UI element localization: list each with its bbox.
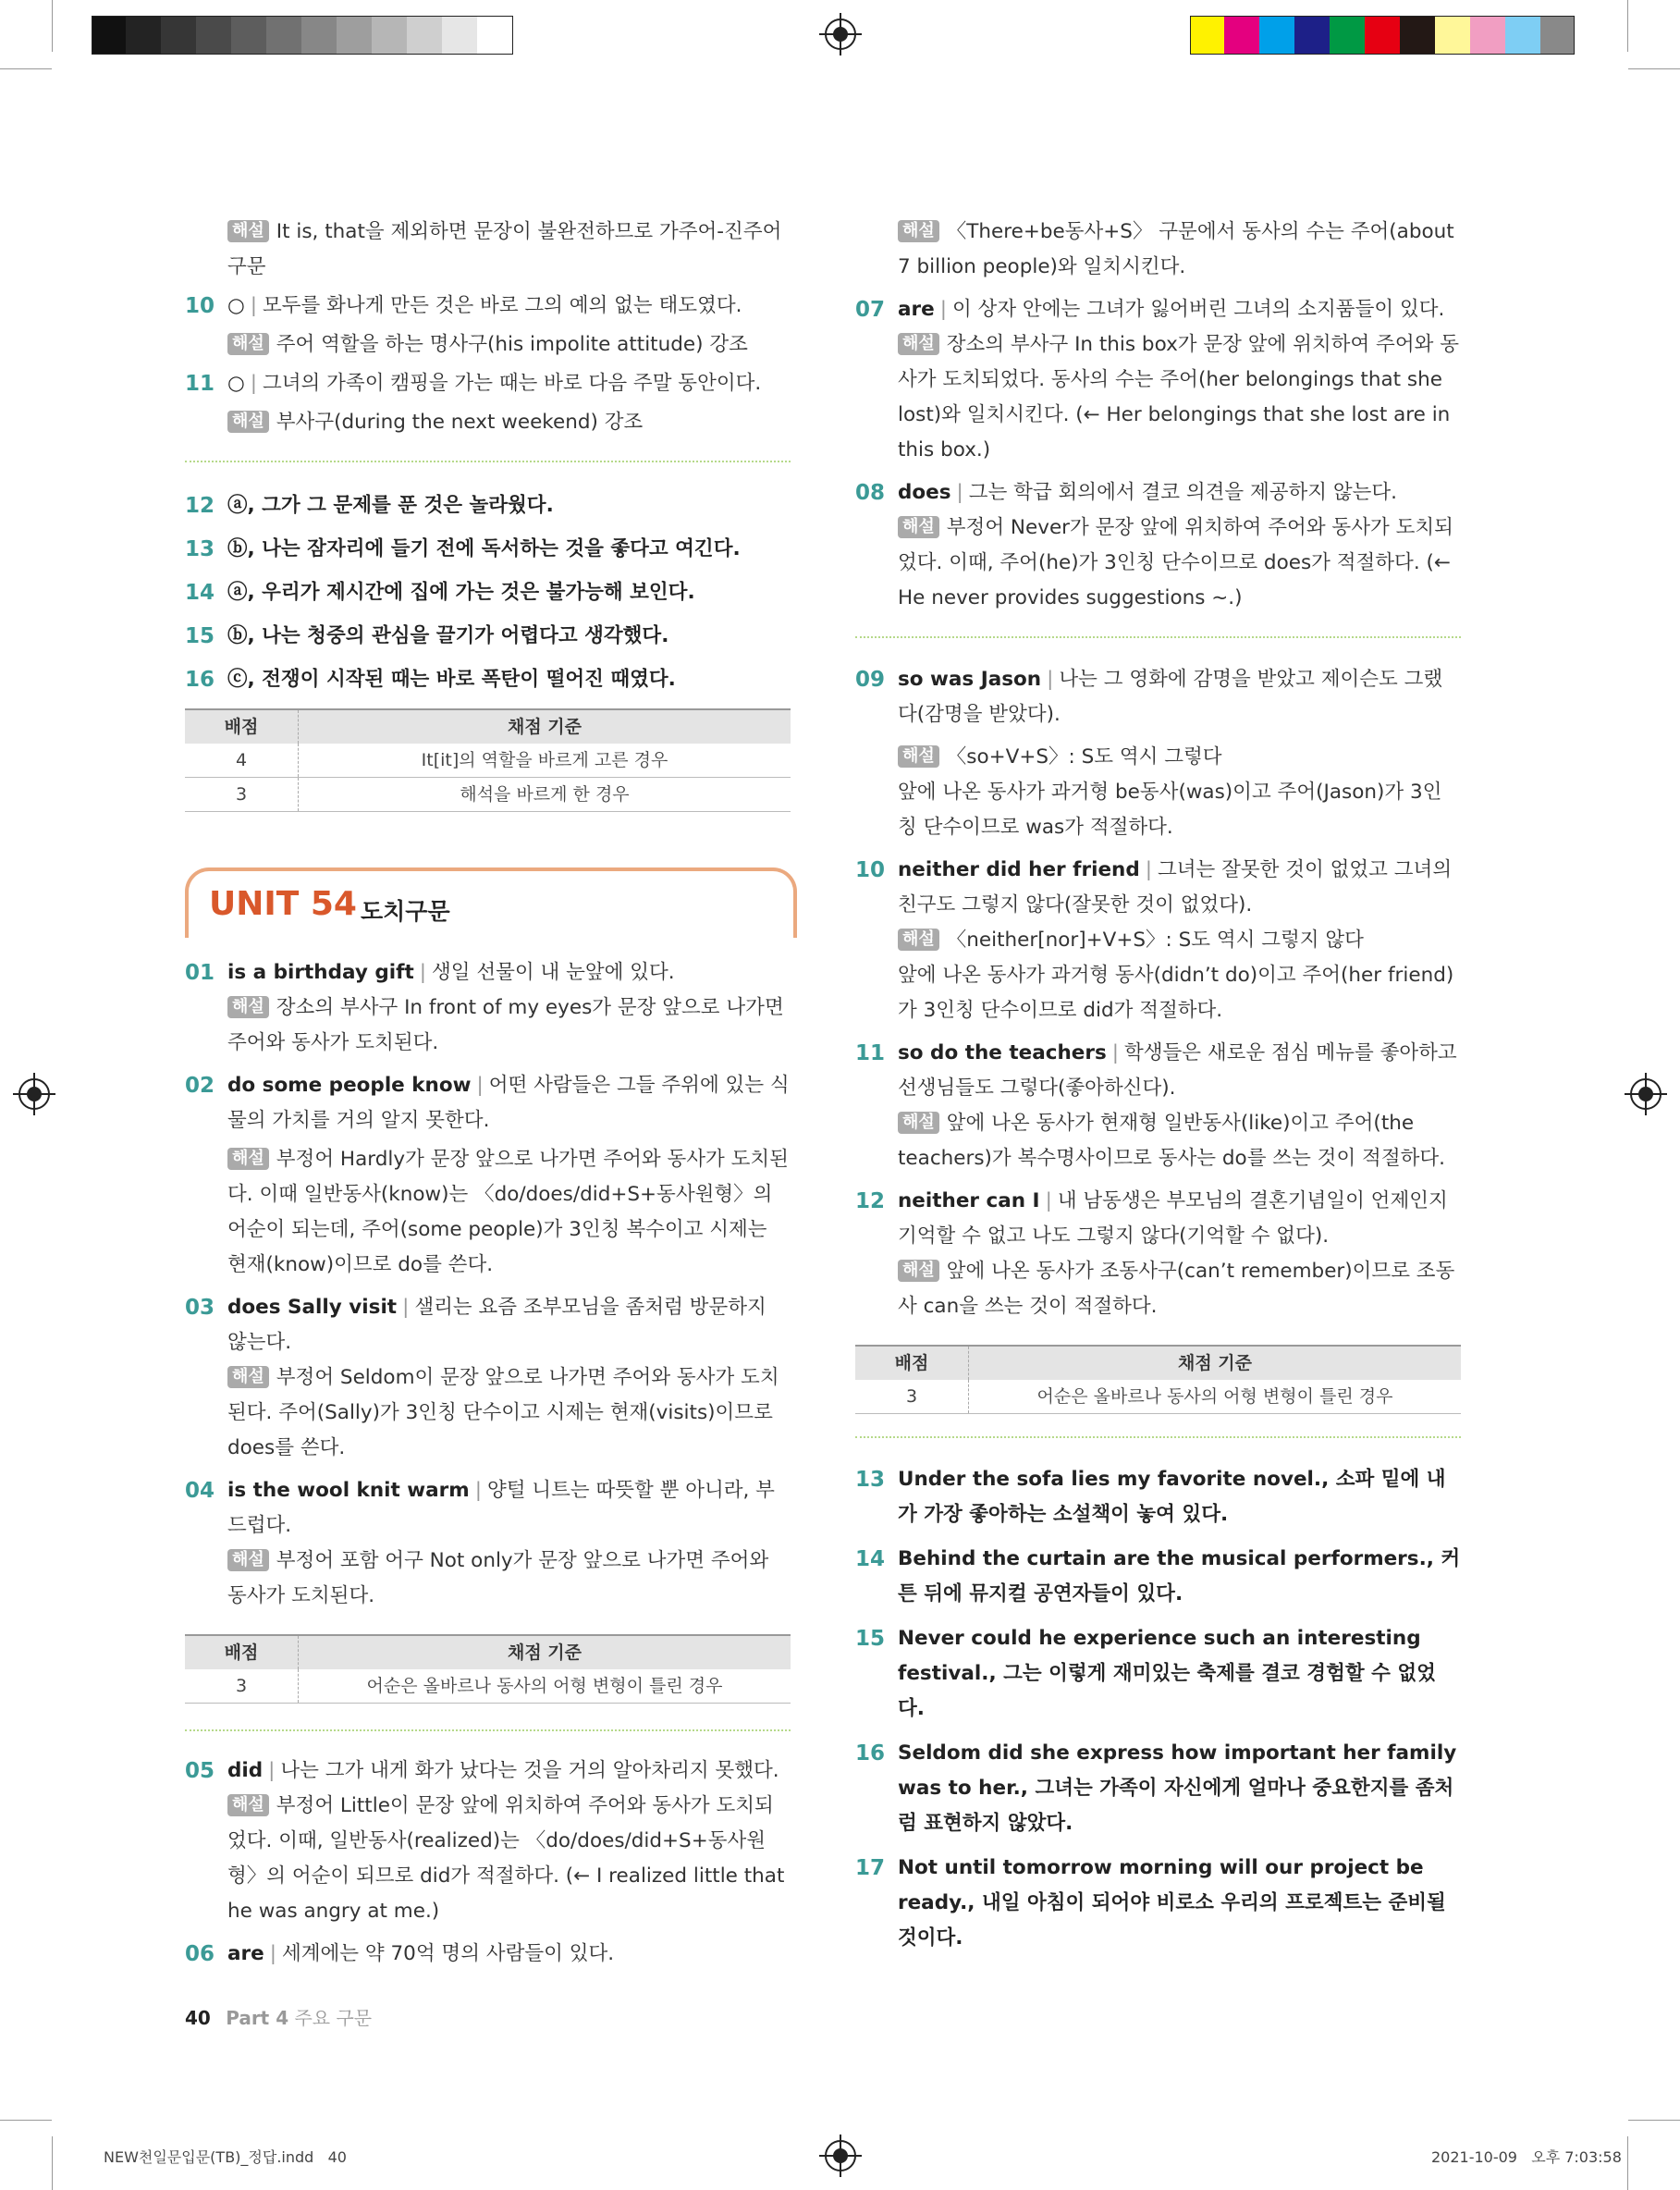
answer-item [185,619,791,654]
crop-mark [0,68,52,69]
translation: 양털 니트는 따뜻할 뿐 아니라, 부드럽다. [227,1479,775,1537]
explanation [855,1106,1461,1176]
item-number: 16 [185,668,215,692]
answer-item [185,366,791,401]
answer-item [855,475,1461,511]
separator: | [476,1074,484,1097]
table-cell: 3 [855,1380,969,1414]
separator: | [269,1942,276,1965]
explanation-text: 부정어 포함 어구 Not only가 문장 앞으로 나가면 주어와 동사가 도치된다. [227,1549,769,1607]
explanation-text: 부정어 Never가 문장 앞에 위치하여 주어와 동사가 도치되었다. 이때, 주어(he)가 3인칭 단수이므로 does가 적절하다. (← He never provides suggestions ~.) [898,516,1453,609]
explanation [855,327,1461,468]
right-column [855,215,1461,1956]
separator: | [250,294,258,317]
table-cell: It[it]의 역할을 바르게 고른 경우 [299,744,791,778]
table-header: 채점 기준 [299,709,791,744]
answer: neither can I [898,1189,1040,1212]
answer-item [855,1184,1461,1254]
answer-item [185,1753,791,1789]
answer: are [227,1942,264,1965]
answer: are [898,298,935,321]
registration-mark-bottom [825,2140,856,2172]
answer-item [185,1068,791,1138]
explanation [185,1142,791,1283]
divider [855,636,1461,638]
explanation-tag: 해설 [227,1794,269,1816]
item-number: 16 [855,1741,886,1766]
divider [185,1729,791,1731]
explanation-text: 부정어 Seldom이 문장 앞으로 나가면 주어와 동사가 도치된다. 주어(Sally)가 3인칭 단수이고 시제는 현재(visits)이므로 does를 쓴다. [227,1366,779,1459]
translation: 그는 학급 회의에서 결코 의견을 제공하지 않는다. [968,481,1398,504]
crop-mark [1628,2120,1680,2121]
item-number: 03 [185,1296,215,1320]
answer: neither did her friend [898,858,1140,881]
item-number: 15 [185,624,215,648]
answer: is a birthday gift [227,961,414,984]
answer-text: ⓑ, 나는 잠자리에 들기 전에 독서하는 것을 좋다고 여긴다. [227,537,741,560]
separator: | [1047,668,1054,691]
answer: so was Jason [898,668,1042,691]
translation: 학생들은 새로운 점심 메뉴를 좋아하고 선생님들도 그렇다(좋아하신다). [898,1041,1457,1100]
crop-mark [0,2120,52,2121]
print-date: 2021-10-09 오후 7:03:58 [1431,2148,1622,2166]
separator: | [250,372,258,395]
explanation-text: 〈so+V+S〉: S도 역시 그렇다 [946,745,1222,769]
item-number: 04 [185,1479,215,1503]
answer: ○ [227,294,245,317]
item-number: 10 [855,858,886,882]
translation: 세계에는 약 70억 명의 사람들이 있다. [281,1942,615,1965]
answer-item [855,662,1461,732]
answer: is the wool knit warm [227,1479,470,1502]
part-label: Part 4 [226,2007,289,2029]
answer: do some people know [227,1074,472,1097]
english-sentence: Never could he experience such an interesting festival., [898,1627,1421,1685]
english-sentence: Under the sofa lies my favorite novel., [898,1468,1330,1491]
explanation-tag: 해설 [227,1366,269,1388]
item-number: 07 [855,298,886,322]
answer-item [185,1473,791,1544]
answer-item [185,662,791,697]
answer: so do the teachers [898,1041,1107,1064]
table-header: 배점 [185,709,299,744]
english-sentence: Not until tomorrow morning will our project be ready., [898,1856,1424,1914]
table-cell: 해석을 바르게 한 경우 [299,778,791,812]
table-row [185,778,791,812]
explanation-tag: 해설 [898,1112,939,1134]
scoring-table [185,1634,791,1704]
explanation-text: 〈neither[nor]+V+S〉: S도 역시 그렇지 않다 [946,929,1364,952]
item-number: 10 [185,294,215,318]
explanation [185,1789,791,1929]
explanation [185,327,791,363]
bold-answers [185,488,791,697]
item-number: 11 [185,372,215,396]
explanation-tag: 해설 [898,745,939,768]
separator: | [1111,1041,1119,1064]
answer-text: ⓒ, 전쟁이 시작된 때는 바로 폭탄이 떨어진 때였다. [227,668,676,691]
table-cell: 어순은 올바르나 동사의 어형 변형이 틀린 경우 [299,1669,791,1704]
answer-item [185,1290,791,1360]
item-number: 01 [185,961,215,985]
explanation [185,1360,791,1466]
divider [185,461,791,462]
explanation-tag: 해설 [227,411,269,433]
answer-item [185,1937,791,1972]
explanation-tag: 해설 [227,333,269,355]
answer-item [855,1542,1461,1612]
left-unit-column [185,955,791,1972]
crop-mark [52,0,53,52]
answer-item [185,532,791,567]
explanation-text: 앞에 나온 동사가 조동사구(can’t remember)이므로 조동사 can을 쓰는 것이 적절하다. [898,1260,1455,1318]
explanation-text: 〈There+be동사+S〉 구문에서 동사의 수는 주어(about 7 billion people)와 일치시킨다. [898,220,1454,278]
item-number: 14 [855,1547,886,1571]
table-cell: 어순은 올바르나 동사의 어형 변형이 틀린 경우 [969,1380,1462,1414]
table-cell: 3 [185,778,299,812]
item-number: 17 [855,1856,886,1880]
answer-item [855,1851,1461,1956]
item-number: 11 [855,1041,886,1065]
explanation [185,1544,791,1614]
table-header: 배점 [855,1346,969,1380]
explanation [855,1254,1461,1324]
separator: | [956,481,963,504]
item-number: 05 [185,1759,215,1783]
explanation [185,405,791,440]
translation: 모두를 화나게 만든 것은 바로 그의 예의 없는 태도였다. [263,294,742,317]
explanation-tag: 해설 [227,996,269,1018]
crop-mark [1627,2136,1628,2190]
separator: | [1145,858,1152,881]
answer-text: ⓑ, 나는 청중의 관심을 끌기가 어렵다고 생각했다. [227,624,669,647]
answer-item [855,1621,1461,1727]
part-title: 주요 구문 [294,2007,373,2029]
left-column [185,215,791,812]
item-number: 12 [185,494,215,518]
answer-item [185,215,791,285]
translation: 내 남동생은 부모님의 결혼기념일이 언제인지 기억할 수 없고 나도 그렇지 않다(기억할 수 없다). [898,1189,1448,1248]
table-row [185,1669,791,1704]
explanation [855,740,1461,845]
answer-item [185,289,791,324]
registration-mark-left [18,1078,50,1110]
unit-title: UNIT 54 [209,885,357,923]
explanation-text: 장소의 부사구 In front of my eyes가 문장 앞으로 나가면 주어와 동사가 도치된다. [227,996,784,1054]
translation: 샐리는 요즘 조부모님을 좀처럼 방문하지 않는다. [227,1296,766,1354]
item-number: 06 [185,1942,215,1966]
separator: | [939,298,947,321]
translation: 그녀의 가족이 캠핑을 가는 때는 바로 다음 주말 동안이다. [263,372,762,395]
item-number: 14 [185,581,215,605]
item-number: 09 [855,668,886,692]
korean-sentence: 내일 아침이 되어야 비로소 우리의 프로젝트는 준비될 것이다. [898,1891,1446,1950]
explanation-text: 장소의 부사구 In this box가 문장 앞에 위치하여 주어와 동사가 도치되었다. 동사의 수는 주어(her belongings that she lost)와 일치시킨다. (← Her belongings that she lost are in this box.) [898,333,1459,461]
registration-mark-right [1630,1078,1662,1110]
translation: 나는 그 영화에 감명을 받았고 제이슨도 그랬다(감명을 받았다). [898,668,1443,726]
divider [855,1436,1461,1438]
answer-item [855,292,1461,327]
korean-sentence: 그녀는 가족이 자신에게 얼마나 중요한지를 좀처럼 표현하지 않았다. [898,1777,1454,1835]
answer: did [227,1759,264,1782]
answer-item [855,1462,1461,1532]
explanation-text: 앞에 나온 동사가 과거형 be동사(was)이고 주어(Jason)가 3인칭 단수이므로 was가 적절하다. [898,781,1442,839]
registration-mark-top [825,18,856,50]
crop-mark [52,2136,53,2190]
bold-answers [855,1462,1461,1956]
english-sentence: Behind the curtain are the musical performers., [898,1547,1434,1570]
crop-mark [1628,68,1680,69]
answer-item [855,1736,1461,1841]
crop-mark [1627,0,1628,52]
answer-item [185,955,791,990]
grayscale-bar [92,16,513,55]
item-number: 13 [185,537,215,561]
explanation [855,511,1461,616]
item-number: 02 [185,1074,215,1098]
explanation-tag: 해설 [898,929,939,951]
explanation-tag: 해설 [898,220,939,242]
page-footer [185,2003,372,2030]
explanation [855,923,1461,1028]
explanation-tag: 해설 [227,1148,269,1170]
answer-item [185,488,791,523]
explanation-text: 부사구(during the next weekend) 강조 [276,411,644,434]
table-row [855,1380,1461,1414]
unit-subtitle: 도치구문 [361,898,450,925]
translation: 나는 그가 내게 화가 났다는 것을 거의 알아차리지 못했다. [280,1759,779,1782]
explanation-tag: 해설 [227,220,269,242]
table-header: 채점 기준 [299,1635,791,1669]
separator: | [268,1759,276,1782]
answer-item [855,1036,1461,1106]
scoring-table [855,1345,1461,1414]
explanation-tag: 해설 [898,1260,939,1282]
item-number: 15 [855,1627,886,1651]
explanation-tag: 해설 [898,333,939,355]
file-info: NEW천일문입문(TB)_정답.indd 40 [104,2148,347,2166]
explanation-text: 앞에 나온 동사가 과거형 동사(didn’t do)이고 주어(her friend)가 3인칭 단수이므로 did가 적절하다. [898,964,1454,1022]
color-bar [1190,16,1575,55]
separator: | [474,1479,482,1502]
answer: does Sally visit [227,1296,398,1319]
item-number: 13 [855,1468,886,1492]
answer-item [185,575,791,610]
korean-sentence: 소파 밑에 내가 가장 좋아하는 소설책이 놓여 있다. [898,1468,1446,1526]
table-row [185,744,791,778]
korean-sentence: 커튼 뒤에 뮤지컬 공연자들이 있다. [898,1547,1461,1606]
answer: ○ [227,372,245,395]
explanation-text: 주어 역할을 하는 명사구(his impolite attitude) 강조 [276,333,748,356]
scoring-table [185,708,791,812]
explanation-text: 부정어 Little이 문장 앞에 위치하여 주어와 동사가 도치되었다. 이때, 일반동사(realized)는 〈do/does/did+S+동사원형〉의 어순이 되므로 did가 적절하다. (← I realized little that he was angry at me.) [227,1794,785,1923]
explanation-tag: 해설 [227,1549,269,1571]
item-number: 12 [855,1189,886,1213]
separator: | [1045,1189,1052,1212]
translation: 어떤 사람들은 그들 주위에 있는 식물의 가치를 거의 알지 못한다. [227,1074,790,1132]
korean-sentence: 그는 이렇게 재미있는 축제를 결코 경험할 수 없었다. [898,1662,1436,1720]
explanation-text: 앞에 나온 동사가 현재형 일반동사(like)이고 주어(the teachers)가 복수명사이므로 동사는 do를 쓰는 것이 적절하다. [898,1112,1445,1170]
explanation-tag: 해설 [898,516,939,538]
item-number: 08 [855,481,886,505]
explanation-text: 부정어 Hardly가 문장 앞으로 나가면 주어와 동사가 도치된다. 이때 일반동사(know)는 〈do/does/did+S+동사원형〉의 어순이 되는데, 주어(some people)가 3인칭 복수이고 시제는 현재(know)이므로 do를 쓴다. [227,1148,789,1276]
translation: 그녀는 잘못한 것이 없었고 그녀의 친구도 그렇지 않다(잘못한 것이 없었다). [898,858,1453,917]
separator: | [402,1296,410,1319]
english-sentence: Seldom did she express how important her family was to her., [898,1741,1457,1800]
translation: 생일 선물이 내 눈앞에 있다. [431,961,675,984]
separator: | [419,961,426,984]
page-number: 40 [185,2007,211,2029]
answer-text: ⓐ, 우리가 제시간에 집에 가는 것은 불가능해 보인다. [227,581,695,604]
table-cell: 4 [185,744,299,778]
answer-text: ⓐ, 그가 그 문제를 푼 것은 놀라웠다. [227,494,554,517]
table-header: 채점 기준 [969,1346,1462,1380]
answer: does [898,481,951,504]
table-cell: 3 [185,1669,299,1704]
answer-item [855,853,1461,923]
explanation [855,215,1461,285]
explanation-text: It is, that을 제외하면 문장이 불완전하므로 가주어-진주어 구문 [227,220,782,278]
explanation [185,990,791,1061]
translation: 이 상자 안에는 그녀가 잃어버린 그녀의 소지품들이 있다. [951,298,1445,321]
table-header: 배점 [185,1635,299,1669]
